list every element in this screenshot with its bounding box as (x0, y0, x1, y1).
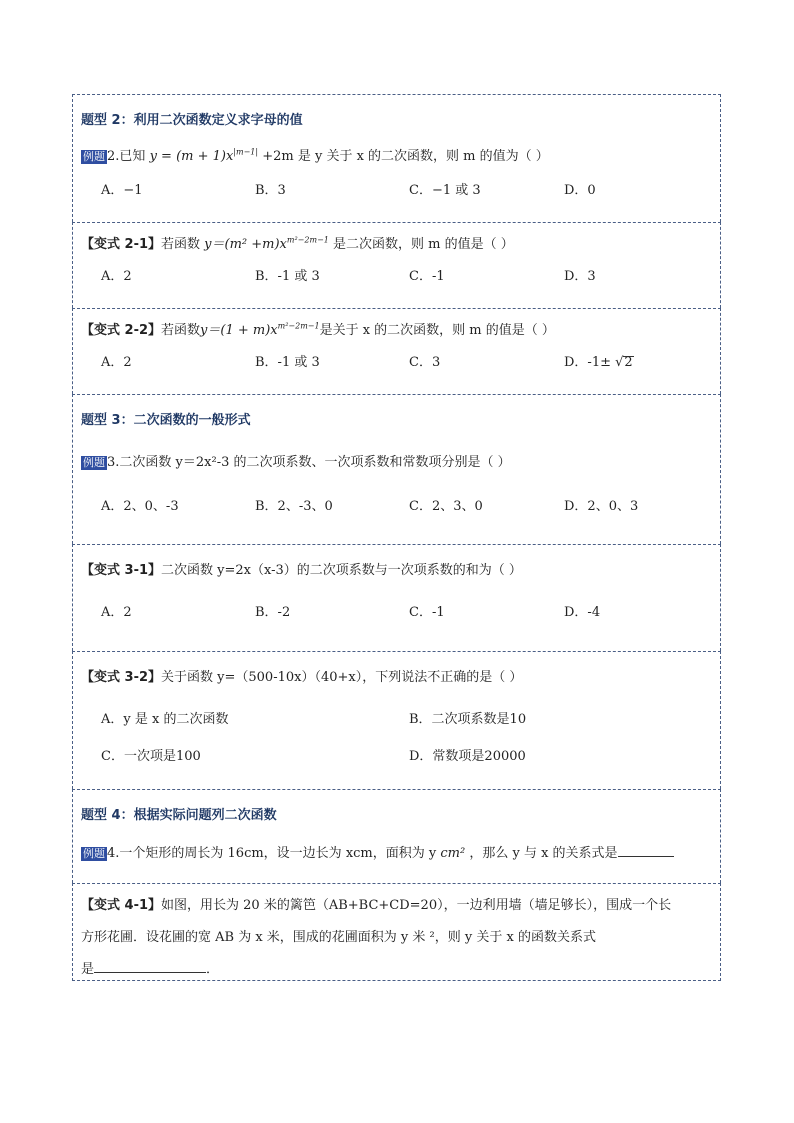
example-2-question: 例题 2.已知 $y = (m + 1)x^{|m-1|} +2m$ 是 y 关于 x 的二次函数，则 m 的值为（ ） (83, 147, 549, 164)
example-4-question: 例题 4.一个矩形的周长为 16cm，设一边长为 xcm，面积为 y cm² ，那么 y 与 x 的关系式是 (81, 842, 674, 861)
option-d: D．常数项是20000 (409, 749, 526, 764)
sqrt-radicand: 2 (624, 355, 633, 370)
worksheet (72, 94, 721, 981)
option-c: C．2、3、0 (409, 499, 483, 514)
option-b: B．-1 或 3 (255, 355, 320, 370)
example-tag: 例题 (83, 847, 105, 860)
section-4-example-box (72, 789, 721, 883)
sqrt-symbol: √ (615, 355, 624, 370)
variant-2-1-question: 【变式 2-1】若函数 $y=(m^2 +m)x^{m^2-2m-1}$ 是二次函数，则 m 的值是（ ） (81, 235, 514, 252)
variant-4-1-line-2: 方形花圃．设花圃的宽 AB 为 x 米，围成的花圃面积为 y 米 ²，则 y 关于 x 的函数关系式 (81, 930, 596, 945)
variant-4-1-box (72, 883, 721, 981)
example-tag: 例题 (83, 150, 105, 163)
example-3-question: 例题 3.二次函数 y＝2x²-3 的二次项系数、一次项系数和常数项分别是（ ） (83, 455, 511, 470)
option-d: D．-4 (564, 605, 601, 620)
section-2-example-box (72, 94, 721, 222)
section-4-heading: 题型 4：根据实际问题列二次函数 (81, 808, 277, 823)
option-c: C．−1 或 3 (409, 183, 481, 198)
option-a: A．−1 (101, 183, 143, 198)
variant-3-2-question: 【变式 3-2】关于函数 y=（500-10x）（40+x），下列说法不正确的是（ ） (81, 670, 523, 685)
section-3-heading: 题型 3：二次函数的一般形式 (81, 413, 251, 428)
example-tag: 例题 (83, 456, 105, 469)
option-c: C．-1 (409, 605, 445, 620)
option-b: B．二次项系数是10 (409, 712, 527, 727)
variant-2-2-question: 【变式 2-2】若函数$y=(1 + m)x^{m^2-2m-1}$是关于 x 的二次函数，则 m 的值是（ ） (81, 321, 555, 338)
option-d: D．-1± √2 (564, 355, 633, 370)
variant-2-1-box (72, 222, 721, 308)
variant-3-1-question: 【变式 3-1】二次函数 y=2x（x-3）的二次项系数与一次项系数的和为（ ） (81, 563, 522, 578)
option-a: A．2 (101, 605, 132, 620)
variant-4-1-line-3: 是 ． (81, 962, 220, 977)
option-c: C．3 (409, 355, 441, 370)
option-b: B．2、-3、0 (255, 499, 333, 514)
option-c: C．一次项是100 (101, 749, 201, 764)
option-a: A．y 是 x 的二次函数 (101, 712, 229, 727)
section-3-example-box (72, 394, 721, 544)
answer-blank[interactable] (94, 972, 206, 973)
section-2-heading: 题型 2：利用二次函数定义求字母的值 (81, 113, 303, 128)
option-b: B．-2 (255, 605, 291, 620)
example-2-formula: y = (m + 1)x (149, 149, 234, 164)
variant-2-2-box (72, 308, 721, 394)
option-b: B．-1 或 3 (255, 269, 320, 284)
answer-blank[interactable] (618, 856, 674, 857)
option-b: B．3 (255, 183, 286, 198)
variant-3-1-box (72, 544, 721, 651)
option-a: A．2 (101, 355, 132, 370)
option-a: A．2、0、-3 (101, 499, 179, 514)
option-d: D．3 (564, 269, 596, 284)
option-d: D．0 (564, 183, 596, 198)
option-d: D．2、0、3 (564, 499, 639, 514)
option-a: A．2 (101, 269, 132, 284)
variant-4-1-line-1: 【变式 4-1】如图，用长为 20 米的篱笆（AB+BC+CD=20），一边利用墙（墙足够长），围成一个长 (81, 898, 672, 913)
option-c: C．-1 (409, 269, 445, 284)
variant-3-2-box (72, 651, 721, 789)
